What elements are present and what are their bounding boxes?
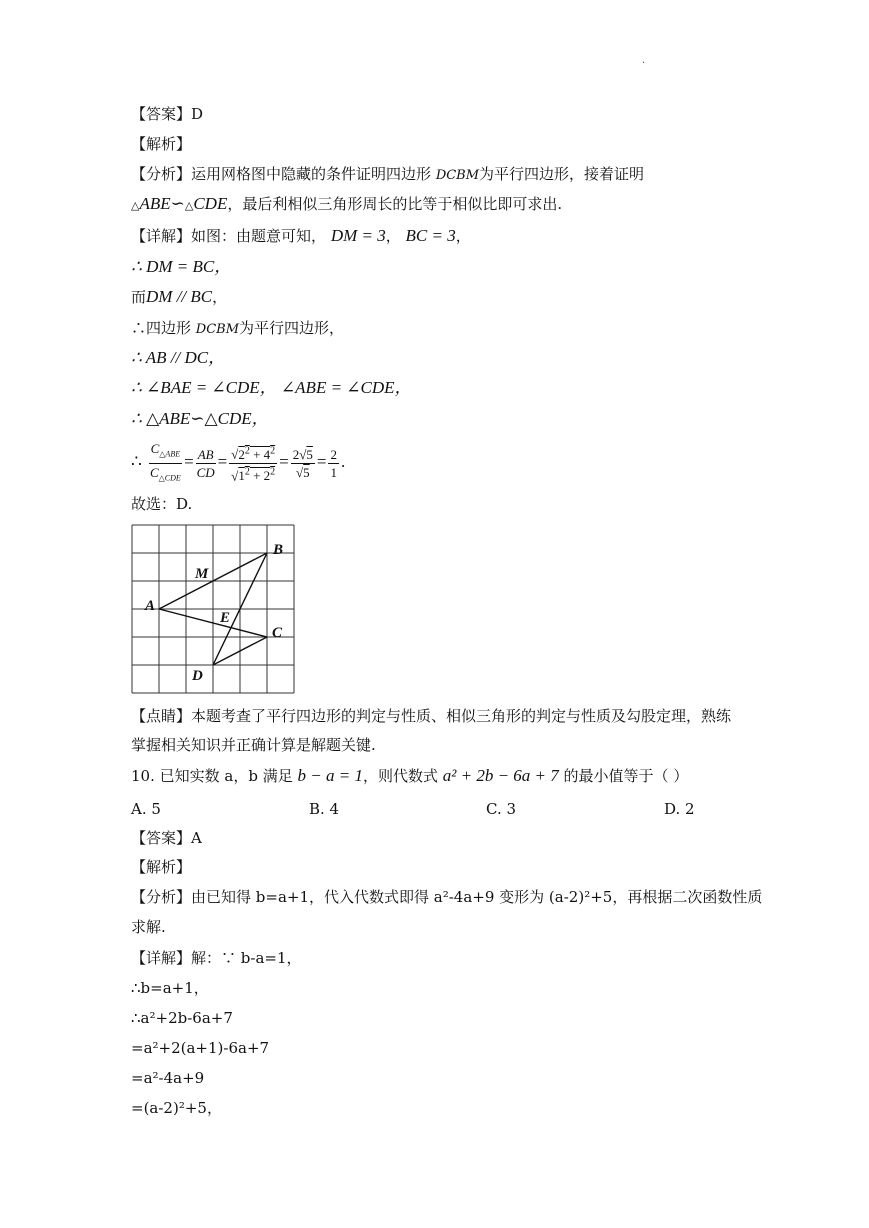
q10-stem-b: ，则代数式 (362, 767, 438, 785)
q9-similar-expr: △ABE∽△CDE (131, 194, 228, 213)
q10-option-c: C. 3 (486, 800, 517, 818)
q9-root5-fraction: $\frac{2√5}{√5}$ (292, 446, 313, 480)
q9-ratio-formula: ∴ $\frac{C_{\triangle ABE}}{C_{\triangle CDE}}$ = $\frac{AB}{CD}$ = $\frac{√2^2 + 4^2}{√1^2 + 2^2}$ = $\frac{2√5}{√5}$ = $\frac{2}{1}$ . (131, 440, 345, 486)
header-dot: · (642, 58, 646, 69)
q10-stem-expr: a² + 2b − 6a + 7 (442, 766, 559, 785)
q9-step-quad-c: 为平行四边形， (239, 319, 345, 337)
q10-step-2: ∴a²+2b-6a+7 (131, 1009, 233, 1027)
q9-step-ab-dc: ∴ AB // DC， (131, 348, 226, 367)
q9-step-dm-bc: ∴ DM = BC， (131, 257, 232, 276)
q10-xiangjie-line (131, 948, 302, 968)
q10-stem-cond: b − a = 1 (297, 766, 363, 785)
q9-fenxi-label: 【分析】 (131, 165, 192, 183)
q10-option-a: A. 5 (131, 800, 161, 818)
q9-fenxi-quad: DCBM (435, 168, 480, 183)
q9-perimeter-fraction: $\frac{C_{\triangle ABE}}{C_{\triangle CDE}}$ (149, 441, 181, 483)
q9-fenxi-line2-text: ，最后利相似三角形周长的比等于相似比即可求出. (227, 195, 563, 213)
q10-analysis-heading: 【解析】 (131, 858, 192, 876)
q9-fenxi-text: 运用网格图中隐藏的条件证明四边形 (191, 165, 432, 183)
q9-analysis-heading: 【解析】 (131, 135, 192, 153)
q10-option-b: B. 4 (309, 800, 340, 818)
q9-choose: 故选：D. (131, 495, 193, 513)
q9-step-similar: ∴ △ABE∽△CDE， (131, 409, 269, 428)
label-e: E (220, 610, 231, 626)
q9-dianjing-text1: 本题考查了平行四边形的判定与性质、相似三角形的判定与性质及勾股定理，熟练 (191, 707, 732, 725)
label-m: M (195, 566, 209, 582)
q10-answer: 【答案】A (131, 829, 202, 847)
q9-step-parallel-prefix: 而 (131, 288, 147, 306)
q9-dianjing-line2: 掌握相关知识并正确计算是解题关键. (131, 736, 376, 754)
q10-stem (131, 766, 688, 786)
q9-side-fraction: $\frac{AB}{CD}$ (196, 446, 215, 480)
q10-step-4: =a²-4a+9 (131, 1069, 205, 1087)
q9-bc-value: BC = 3 (405, 226, 456, 245)
q9-xiangjie-text: 如图：由题意可知， (191, 227, 327, 245)
q9-sqrt-fraction: $\frac{√2^2 + 4^2}{√1^2 + 2^2}$ (229, 442, 277, 484)
q10-fenxi-line1 (131, 887, 762, 907)
q10-stem-a: 10. 已知实数 a，b 满足 (131, 767, 293, 785)
grid-lines (132, 525, 294, 693)
q9-step-angles: ∴ ∠BAE = ∠CDE， ∠ABE = ∠CDE， (131, 378, 412, 397)
label-d: D (192, 668, 203, 684)
q9-grid-figure (131, 524, 297, 696)
q9-fenxi-line1 (131, 164, 644, 186)
q9-result-fraction: $\frac{2}{1}$ (330, 446, 337, 480)
q10-fenxi-line2: 求解. (131, 918, 166, 936)
q9-step-quad (131, 318, 344, 340)
label-a: A (145, 598, 156, 614)
q10-xiangjie-label: 【详解】 (131, 949, 192, 967)
q9-xiangjie-label: 【详解】 (131, 227, 192, 245)
q10-fenxi-label: 【分析】 (131, 888, 192, 906)
q9-step-parallel-expr: DM // BC (146, 287, 213, 306)
q9-dianjing-line1 (131, 706, 731, 726)
q10-step-1: ∴b=a+1， (131, 979, 209, 997)
q9-answer: 【答案】D (131, 105, 204, 123)
q9-step-parallel: 而DM // BC， (131, 287, 228, 306)
q9-fenxi-text2: 为平行四边形，接着证明 (479, 165, 645, 183)
q9-dm-value: DM = 3 (330, 226, 386, 245)
q9-xiangjie-line: 【详解】如图：由题意可知， DM = 3， BC = 3， (131, 226, 471, 245)
q10-fenxi-text1: 由已知得 b=a+1，代入代数式即得 a²-4a+9 变形为 (a-2)²+5，再根据二次函数性质 (191, 888, 763, 906)
q9-step-quad-b: DCBM (195, 322, 240, 337)
label-c: C (272, 625, 283, 641)
q10-option-d: D. 2 (664, 800, 695, 818)
q9-fenxi-line2 (131, 194, 562, 216)
label-b: B (273, 542, 284, 558)
q10-stem-c: 的最小值等于（ ） (563, 767, 689, 785)
q10-step-3: =a²+2(a+1)-6a+7 (131, 1039, 270, 1057)
q10-xiangjie-text: 解：∵ b-a=1， (191, 949, 302, 967)
q9-step-quad-a: ∴四边形 (131, 319, 192, 337)
q10-step-5: =(a-2)²+5， (131, 1099, 222, 1117)
q9-dianjing-label: 【点睛】 (131, 707, 192, 725)
